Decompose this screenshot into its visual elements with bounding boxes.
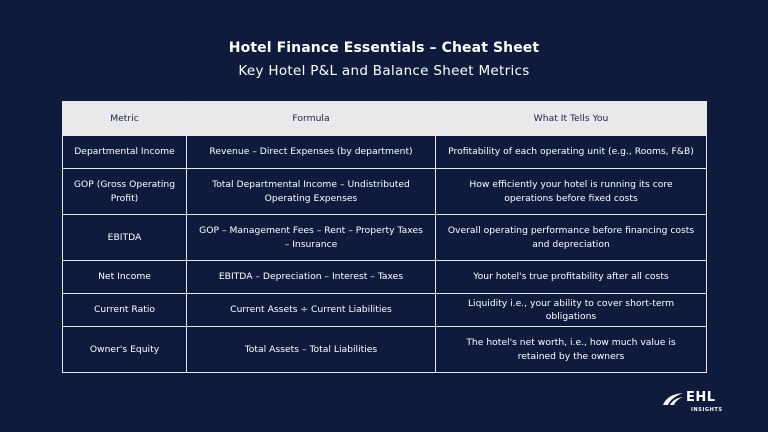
- metric-cell: Departmental Income: [63, 136, 187, 169]
- formula-cell: EBITDA – Depreciation – Interest – Taxes: [187, 261, 436, 294]
- metric-cell: Owner's Equity: [63, 327, 187, 373]
- metric-cell: Net Income: [63, 261, 187, 294]
- page-title: Hotel Finance Essentials – Cheat Sheet: [228, 40, 540, 56]
- description-cell: The hotel's net worth, i.e., how much value is retained by the owners: [436, 327, 707, 373]
- logo-name: EHL: [686, 390, 716, 405]
- ehl-insights-logo: [662, 390, 734, 418]
- table-header-row: [63, 102, 707, 136]
- description-cell: Your hotel's true profitability after all costs: [436, 261, 707, 294]
- metrics-table: [62, 101, 707, 373]
- metric-cell: GOP (Gross Operating Profit): [63, 169, 187, 215]
- column-header-what-it-tells-you: What It Tells You: [436, 102, 707, 136]
- description-cell: How efficiently your hotel is running its core operations before fixed costs: [436, 169, 707, 215]
- formula-cell: Current Assets ÷ Current Liabilities: [187, 294, 436, 327]
- description-cell: Overall operating performance before financing costs and depreciation: [436, 215, 707, 261]
- formula-cell: Revenue – Direct Expenses (by department): [187, 136, 436, 169]
- metric-cell: Current Ratio: [63, 294, 187, 327]
- table-row: [63, 136, 707, 169]
- ehl-wing-icon: [662, 392, 684, 406]
- table-row: [63, 294, 707, 327]
- description-cell: Liquidity i.e., your ability to cover short-term obligations: [436, 294, 707, 327]
- logo-tagline: INSIGHTS: [691, 407, 723, 413]
- table-row: [63, 327, 707, 373]
- formula-cell: GOP – Management Fees – Rent – Property Taxes – Insurance: [187, 215, 436, 261]
- formula-cell: Total Assets – Total Liabilities: [187, 327, 436, 373]
- column-header-metric: Metric: [63, 102, 187, 136]
- page-subtitle: Key Hotel P&L and Balance Sheet Metrics: [238, 63, 530, 79]
- table-row: [63, 261, 707, 294]
- formula-cell: Total Departmental Income – Undistributed Operating Expenses: [187, 169, 436, 215]
- description-cell: Profitability of each operating unit (e.g., Rooms, F&B): [436, 136, 707, 169]
- table-row: [63, 169, 707, 215]
- table-row: [63, 215, 707, 261]
- column-header-formula: Formula: [187, 102, 436, 136]
- metric-cell: EBITDA: [63, 215, 187, 261]
